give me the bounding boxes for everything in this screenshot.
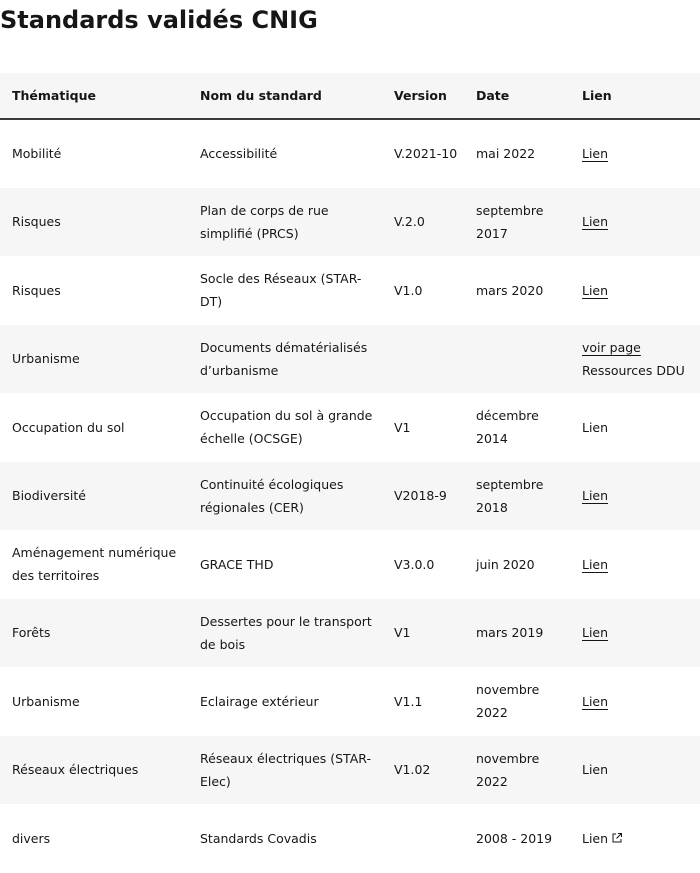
cell-lien	[570, 393, 700, 462]
column-header-thematique: Thématique	[0, 73, 188, 119]
cell-thematique: divers	[12, 830, 51, 846]
cell-date: novembre 2022	[476, 682, 540, 721]
table-row	[0, 325, 700, 394]
cell-lien	[570, 804, 700, 873]
cell-thematique: Risques	[12, 214, 61, 230]
cell-version: V.2.0	[394, 214, 425, 230]
standard-link[interactable]: Lien	[582, 419, 609, 435]
cell-lien	[570, 119, 700, 188]
cell-thematique: Occupation du sol	[12, 419, 125, 435]
standard-link[interactable]: Lien	[582, 488, 609, 504]
cell-date: novembre 2022	[476, 750, 540, 789]
cell-version: V3.0.0	[394, 556, 435, 572]
standard-link[interactable]: Lien	[582, 282, 609, 298]
table-row	[0, 188, 700, 257]
cell-nom-standard: Socle des Réseaux (STAR-DT)	[200, 271, 362, 310]
cell-thematique: Urbanisme	[12, 693, 80, 709]
standard-link[interactable]: Lien	[582, 762, 609, 778]
cell-version	[382, 325, 464, 394]
column-header-date: Date	[464, 73, 570, 119]
table-row	[0, 393, 700, 462]
table-row	[0, 119, 700, 188]
standard-link[interactable]: Lien	[582, 214, 609, 230]
standard-link[interactable]: Lien	[582, 625, 609, 641]
cell-nom-standard: Réseaux électriques (STAR-Elec)	[200, 750, 371, 789]
table-header	[0, 73, 700, 119]
cell-lien	[570, 530, 700, 599]
cell-lien	[570, 256, 700, 325]
cell-version: V1.0	[394, 282, 423, 298]
cell-lien	[570, 325, 700, 394]
cell-nom-standard: Eclairage extérieur	[200, 693, 319, 709]
table-row	[0, 667, 700, 736]
cell-version: V1	[394, 419, 411, 435]
cell-lien	[570, 667, 700, 736]
table-row	[0, 804, 700, 873]
cell-lien	[570, 599, 700, 668]
cell-version: V1	[394, 625, 411, 641]
cell-date: décembre 2014	[476, 408, 539, 447]
page-title: Standards validés CNIG	[0, 6, 318, 34]
cell-date: mai 2022	[476, 146, 536, 162]
standard-link[interactable]: voir page	[582, 339, 641, 355]
cell-date: septembre 2018	[476, 476, 544, 515]
column-header-version: Version	[382, 73, 464, 119]
cell-thematique: Biodiversité	[12, 488, 86, 504]
column-header-lien: Lien	[570, 73, 700, 119]
link-suffix-text: Ressources DDU	[582, 362, 685, 378]
cell-version: V.2021-10	[394, 146, 458, 162]
cell-nom-standard: Dessertes pour le transport de bois	[200, 613, 372, 652]
cell-thematique: Urbanisme	[12, 351, 80, 367]
cell-version	[382, 804, 464, 873]
table-header-row	[0, 73, 700, 119]
cell-thematique: Forêts	[12, 625, 51, 641]
cell-thematique: Risques	[12, 282, 61, 298]
standards-table	[0, 73, 700, 873]
table-row	[0, 256, 700, 325]
cell-nom-standard: Plan de corps de rue simplifié (PRCS)	[200, 202, 329, 241]
standard-link[interactable]: Lien	[582, 556, 609, 572]
table-body	[0, 119, 700, 873]
cell-lien	[570, 736, 700, 805]
table-row	[0, 462, 700, 531]
cell-nom-standard: Occupation du sol à grande échelle (OCSGE)	[200, 408, 373, 447]
external-link-icon[interactable]	[611, 832, 623, 844]
cell-thematique: Aménagement numérique des territoires	[12, 545, 177, 584]
cell-thematique: Réseaux électriques	[12, 762, 139, 778]
standard-link[interactable]: Lien	[582, 146, 609, 162]
cell-nom-standard: Accessibilité	[200, 146, 278, 162]
table-row	[0, 736, 700, 805]
cell-lien	[570, 188, 700, 257]
cell-date: mars 2020	[476, 282, 544, 298]
standard-link[interactable]: Lien	[582, 830, 609, 846]
cell-nom-standard: Continuité écologiques régionales (CER)	[200, 476, 344, 515]
table-row	[0, 599, 700, 668]
cell-nom-standard: Documents dématérialisés d’urbanisme	[200, 339, 368, 378]
cell-version: V1.02	[394, 762, 431, 778]
cell-date	[464, 325, 570, 394]
cell-date: juin 2020	[476, 556, 535, 572]
cell-date: mars 2019	[476, 625, 544, 641]
standard-link[interactable]: Lien	[582, 693, 609, 709]
cell-version: V1.1	[394, 693, 423, 709]
cell-thematique: Mobilité	[12, 146, 62, 162]
column-header-nom: Nom du standard	[188, 73, 382, 119]
cell-date: septembre 2017	[476, 202, 544, 241]
cell-date: 2008 - 2019	[476, 830, 553, 846]
table-row	[0, 530, 700, 599]
cell-version: V2018-9	[394, 488, 447, 504]
cell-lien	[570, 462, 700, 531]
cell-nom-standard: Standards Covadis	[200, 830, 317, 846]
cell-nom-standard: GRACE THD	[200, 556, 274, 572]
